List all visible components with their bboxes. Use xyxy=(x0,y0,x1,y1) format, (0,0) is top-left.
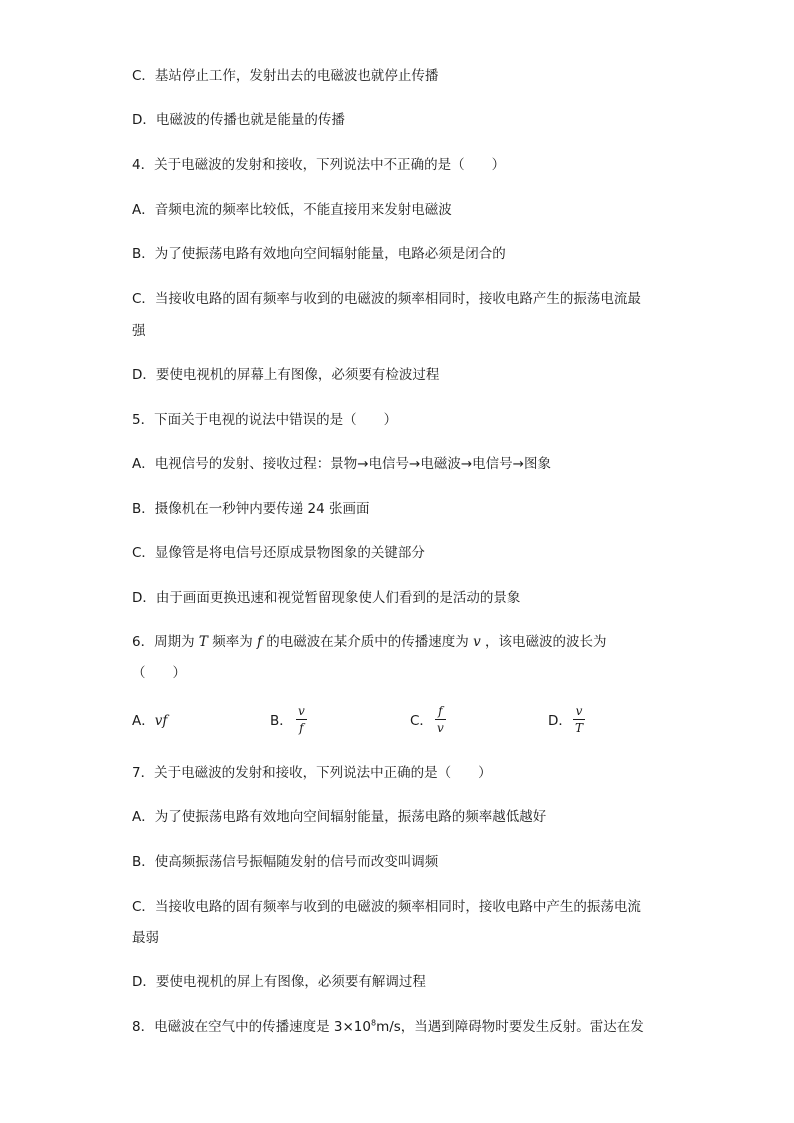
q8-exponent: 8 xyxy=(370,1018,377,1028)
q6-option-c-denominator: v xyxy=(437,721,444,735)
q6-option-b-numerator: v xyxy=(298,704,305,718)
q6-option-b-fraction xyxy=(296,704,307,735)
q6-option-c-fraction xyxy=(435,704,446,735)
q4-option-d: D．要使电视机的屏幕上有图像，必须要有检波过程 xyxy=(132,367,440,383)
q6-option-a-label: A． xyxy=(132,713,155,729)
q4-stem: 4．关于电磁波的发射和接收，下列说法中不正确的是（ ） xyxy=(132,157,506,173)
q5-stem: 5．下面关于电视的说法中错误的是（ ） xyxy=(132,412,398,428)
q6-option-c-label: C． xyxy=(410,713,433,729)
q4-option-c-line2: 强 xyxy=(132,323,146,339)
q6-stem-mid2: 的电磁波在某介质中的传播速度为 xyxy=(266,634,469,650)
q6-var-f: f xyxy=(257,634,262,650)
q7-option-d: D．要使电视机的屏上有图像，必须要有解调过程 xyxy=(132,974,426,990)
q5-option-c: C．显像管是将电信号还原成景物图象的关键部分 xyxy=(132,545,425,561)
q7-stem: 7．关于电磁波的发射和接收，下列说法中正确的是（ ） xyxy=(132,765,492,781)
q8-stem xyxy=(132,1018,644,1036)
q8-stem-post: m/s，当遇到障碍物时要发生反射。雷达在发 xyxy=(376,1019,644,1035)
fraction-bar xyxy=(296,719,307,720)
q6-stem xyxy=(132,633,607,651)
q3-option-d: D．电磁波的传播也就是能量的传播 xyxy=(132,112,345,128)
q7-option-a: A．为了使振荡电路有效地向空间辐射能量，振荡电路的频率越低越好 xyxy=(132,809,547,825)
q6-option-d-numerator: v xyxy=(575,704,583,718)
q6-stem-post: ，该电磁波的波长为 xyxy=(485,634,607,650)
q6-paren: （ ） xyxy=(132,665,186,681)
q6-option-c-numerator: f xyxy=(438,704,443,718)
q6-option-d-denominator: T xyxy=(575,721,584,735)
q4-option-c-line1: C．当接收电路的固有频率与收到的电磁波的频率相同时，接收电路产生的振荡电流最 xyxy=(132,291,641,307)
q6-option-b-denominator: f xyxy=(299,721,304,735)
q4-option-a: A．音频电流的频率比较低，不能直接用来发射电磁波 xyxy=(132,202,452,218)
q7-option-b: B．使高频振荡信号振幅随发射的信号而改变叫调频 xyxy=(132,854,439,870)
q8-stem-pre: 8．电磁波在空气中的传播速度是 3×10 xyxy=(132,1019,371,1035)
q5-option-b: B．摄像机在一秒钟内要传递 24 张画面 xyxy=(132,501,370,517)
q6-stem-mid1: 频率为 xyxy=(212,634,253,650)
fraction-bar xyxy=(573,719,585,720)
fraction-bar xyxy=(435,719,446,720)
q6-option-a-value: vf xyxy=(154,713,168,729)
q5-option-a: A．电视信号的发射、接收过程：景物→电信号→电磁波→电信号→图象 xyxy=(132,456,551,472)
q6-stem-pre: 6．周期为 xyxy=(132,634,195,650)
q7-option-c-line2: 最弱 xyxy=(132,930,159,946)
q6-var-v: v xyxy=(473,634,481,650)
q7-option-c-line1: C．当接收电路的固有频率与收到的电磁波的频率相同时，接收电路中产生的振荡电流 xyxy=(132,899,641,915)
q6-option-a xyxy=(132,712,167,730)
q3-option-c: C．基站停止工作，发射出去的电磁波也就停止传播 xyxy=(132,68,439,84)
q6-var-T: T xyxy=(198,634,208,650)
q6-option-b-label: B． xyxy=(270,713,293,729)
q4-option-b: B．为了使振荡电路有效地向空间辐射能量，电路必须是闭合的 xyxy=(132,246,506,262)
q6-option-d-fraction xyxy=(573,704,585,735)
q5-option-d: D．由于画面更换迅速和视觉暂留现象使人们看到的是活动的景象 xyxy=(132,590,521,606)
q6-option-d-label: D． xyxy=(548,713,572,729)
